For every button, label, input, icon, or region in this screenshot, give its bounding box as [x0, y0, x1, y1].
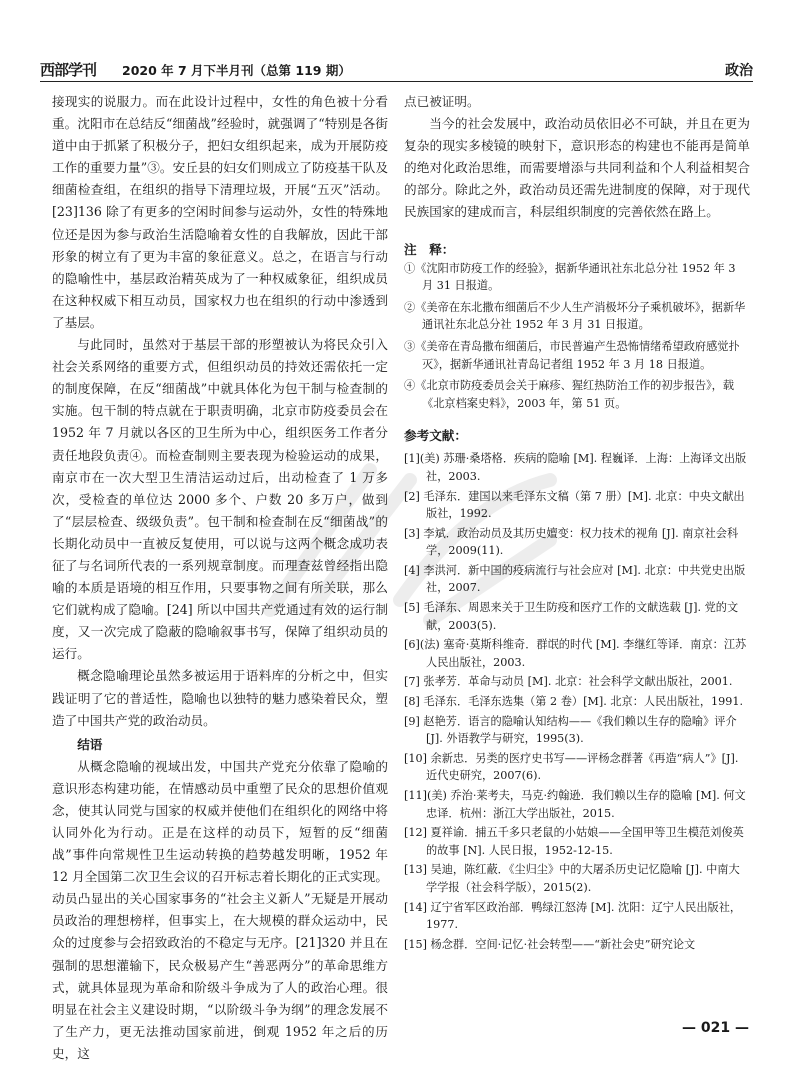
- section-heading: 结语: [77, 736, 103, 752]
- journal-logo: 西部学刊: [40, 61, 97, 79]
- header-rule: [40, 81, 753, 82]
- issue-info: 2020 年 7 月下半月刊（总第 119 期）: [122, 63, 351, 78]
- reference-item: [9] 赵艳芳．语言的隐喻认知结构——《我们赖以生存的隐喻》评介 [J]. 外语教学与研究，1995(3).: [404, 714, 737, 746]
- reference-item: [12] 夏祥谕．捕五千多只老鼠的小姑娘——全国甲等卫生模范刘俊英的故事 [N]. 人民日报，1952-12-15.: [404, 826, 744, 857]
- body-paragraph: 概念隐喻理论虽然多被运用于语料库的分析之中，但实践证明了它的普适性，隐喻也以独特的魅力感染着民众，塑造了中国共产党的政治动员。: [52, 668, 388, 728]
- section-name: 政治: [725, 63, 753, 79]
- reference-item: [2] 毛泽东．建国以来毛泽东文稿（第 7 册）[M]. 北京：中央文献出版社，1992.: [404, 489, 745, 521]
- reference-item: [6](法) 塞奇·莫斯科维奇．群氓的时代 [M]. 李继红等译．南京：江苏人民出版社，2003.: [404, 638, 747, 669]
- body-paragraph: 当今的社会发展中，政治动员依旧必不可缺，并且在更为复杂的现实多棱镜的映射下，意识形态的构建也不能再是简单的绝对化政治思维，而需要增添与共同利益和个人利益相契合的部分。除此之外，政治动员还需先进制度的保障，对于现代民族国家的建成而言，科层组织制度的完善依然在路上。: [404, 116, 750, 220]
- notes-heading: 注 释：: [404, 241, 455, 257]
- reference-item: [8] 毛泽东．毛泽东选集（第 2 卷）[M]. 北京：人民出版社，1991.: [404, 695, 744, 709]
- right-column: [404, 91, 750, 955]
- note-item: ③《美帝在青岛撒布细菌后，市民普遍产生恐怖情绪希望政府感觉扑灭》，据新华通讯社青岛记者组 1952 年 3 月 18 日报道。: [404, 339, 740, 371]
- left-column: [52, 91, 388, 1065]
- page-header: [40, 58, 753, 80]
- note-item: ①《沈阳市防疫工作的经验》，据新华通讯社东北总分社 1952 年 3 月 31 日报道。: [404, 261, 736, 293]
- body-paragraph: 与此同时，虽然对于基层干部的形塑被认为将民众引入社会关系网络的重要方式，但组织动员的持效还需依托一定的制度保障，在反“细菌战”中就具体化为包干制与检查制的实施。包干制的特点就在于职责明确，北京市防疫委员会在 1952 年 7 月就以各区的卫生所为中心，组织医务工作者分责任地段负责④。而检查制则主要表现为检验运动的成果，南京市在一次大型卫生清洁运动过后，出动检查了 1 万多次，受检查的单位达 2000 多个、户数 20 多万户，做到了“层层检查、级级负责”。包干制和检查制在反“细菌战”的长期化动员中一直被反复使用，可以说与这两个概念成功表征了与名词所代表的一系列规章制度。而理查兹曾经指出隐喻的本质是语境的相互作用，只要事物之间有所关联，那么它们就构成了隐喻。[24] 所以中国共产党通过有效的运行制度，又一次完成了隐蔽的隐喻叙事书写，保障了组织动员的运行。: [52, 337, 388, 662]
- reference-item: [3] 李斌．政治动员及其历史嬗变：权力技术的视角 [J]. 南京社会科学，2009(11).: [404, 526, 739, 558]
- note-item: ②《美帝在东北撒布细菌后不少人生产消极坏分子乘机破坏》，据新华通讯社东北总分社 1952 年 3 月 31 日报道。: [404, 300, 746, 332]
- references-list: [404, 450, 750, 953]
- references-heading: 参考文献：: [404, 428, 467, 444]
- notes-list: [404, 260, 750, 413]
- reference-item: [14] 辽宁省军区政治部．鸭绿江怒涛 [M]. 沈阳：辽宁人民出版社，1977.: [404, 900, 742, 932]
- reference-item: [7] 张孝芳．革命与动员 [M]. 北京：社会科学文献出版社，2001.: [404, 675, 733, 689]
- reference-item: [13] 吴迪，陈红蔽．《尘归尘》中的大屠杀历史记忆隐喻 [J]. 中南大学学报（社会科学版），2015(2).: [404, 863, 740, 894]
- reference-item: [1](美) 苏珊·桑塔格．疾病的隐喻 [M]. 程巍译．上海：上海译文出版社，2003.: [404, 452, 747, 483]
- body-paragraph: 点已被证明。: [404, 94, 480, 109]
- reference-item: [4] 李洪河．新中国的疫病流行与社会应对 [M]. 北京：中共党史出版社，2007.: [404, 563, 746, 595]
- reference-item: [11](美) 乔治·莱考夫，马克·约翰逊．我们赖以生存的隐喻 [M]. 何文忠译．杭州：浙江大学出版社，2015.: [404, 789, 746, 820]
- reference-item: [5] 毛泽东、周恩来关于卫生防疫和医疗工作的文献选载 [J]. 党的文献，2003(5).: [404, 601, 739, 632]
- note-item: ④《北京市防疫委员会关于麻疹、猩红热防治工作的初步报告》，载《北京档案史料》，2003 年，第 51 页。: [404, 379, 735, 410]
- body-paragraph: 接现实的说服力。而在此设计过程中，女性的角色被十分看重。沈阳市在总结反“细菌战”经验时，就强调了“特别是各街道中由于抓紧了积极分子，把妇女组织起来，成为开展防疫工作的重要力量”③。安丘县的妇女们则成立了防疫基干队及细菌检查组，在组织的指导下清理垃圾，开展“五灭”活动。[23]136 除了有更多的空闲时间参与运动外，女性的特殊地位还是因为参与政治生活隐喻着女性的自我解放，因此干部形象的树立有了更为丰富的象征意义。总之，在语言与行动的隐喻性中，基层政治精英成为了一种权威象征，组织成员在这种权威下相互动员，国家权力也在组织的行动中渗透到了基层。: [52, 94, 388, 330]
- reference-item: [15] 杨念群．空间·记忆·社会转型——“新社会史”研究论文: [404, 937, 696, 951]
- body-paragraph: 从概念隐喻的视域出发，中国共产党充分依靠了隐喻的意识形态构建功能，在情感动员中重塑了民众的思想价值观念，使其认同党与国家的权威并使他们在组织化的网络中将认同外化为行动。正是在这样的动员下，短暂的反“细菌战”事件向常规性卫生运动转换的趋势越发明晰，1952 年 12 月全国第二次卫生会议的召开标志着长期化的正式实现。动员凸显出的关心国家事务的“社会主义新人”无疑是开展动员政治的理想榜样，但事实上，在大规模的群众运动中，民众的过度参与会招致政治的不稳定与无序。[21]320 并且在强制的思想灌输下，民众极易产生“善恶两分”的革命思维方式，就具体显现为革命和阶级斗争成为了人的政治心理。很明显在社会主义建设时期，“以阶级斗争为纲”的理念发展不了生产力，更无法推动国家前进，倒观 1952 年之后的历史，这: [52, 758, 388, 1061]
- right-body-text: [404, 91, 750, 224]
- reference-item: [10] 余新忠．另类的医疗史书写——评杨念群著《再造“病人”》[J]. 近代史研究，2007(6).: [404, 751, 739, 783]
- page-number: — 021 —: [682, 1020, 749, 1036]
